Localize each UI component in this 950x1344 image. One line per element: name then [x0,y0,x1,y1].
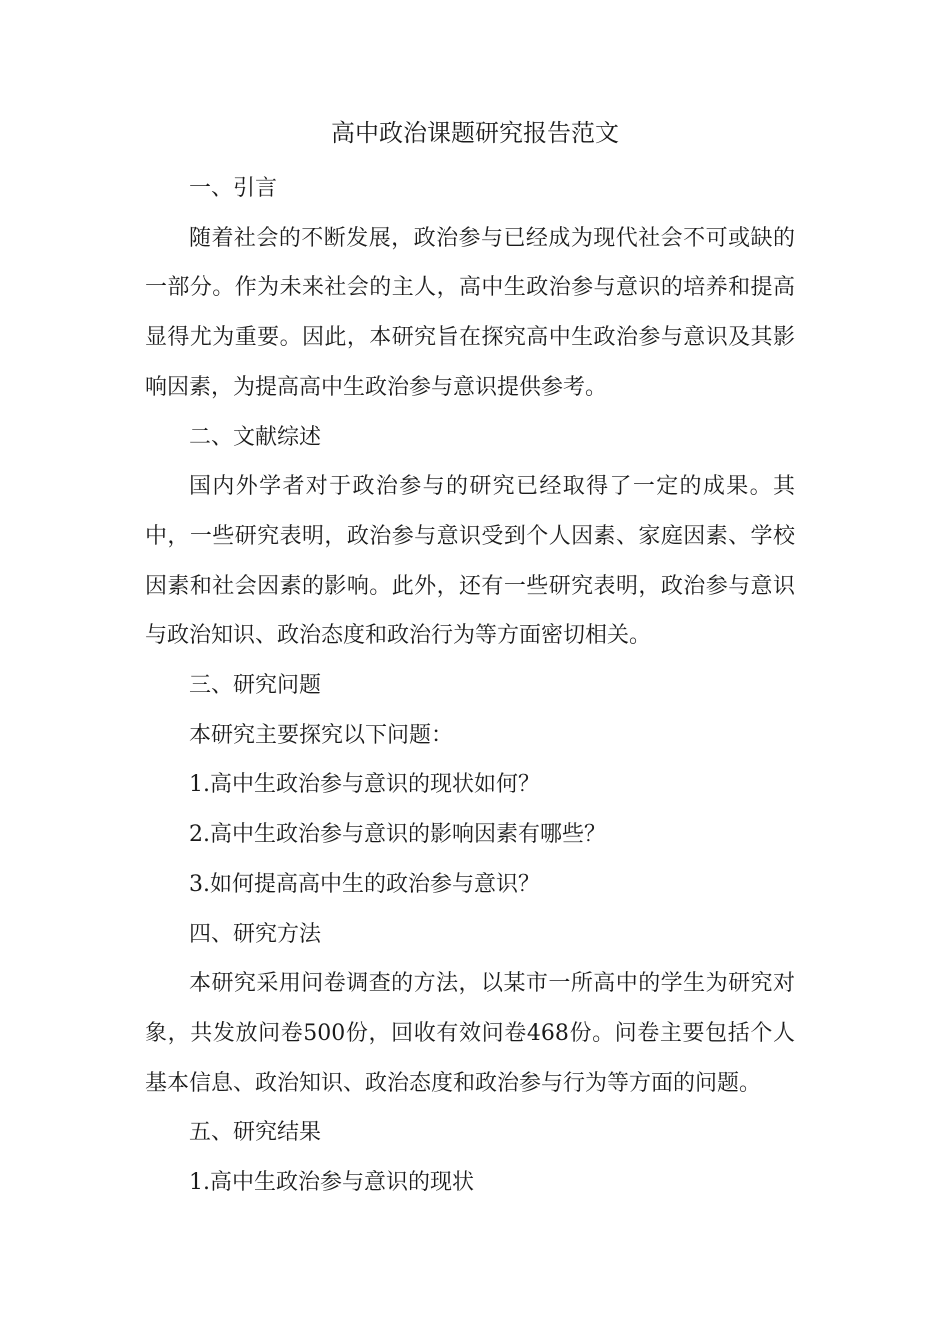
paragraph-research-questions-intro: 本研究主要探究以下问题： [189,722,454,748]
paragraph-research-methods: 本研究采用问卷调查的方法，以某市一所高中的学生为研究对象，共发放问卷500份，回收有效问卷468份。问卷主要包括个人基本信息、政治知识、政治态度和政治参与行为等方面的问题。 [145,971,795,1096]
section-heading-literature-review: 二、文献综述 [189,424,322,450]
section-heading-introduction: 一、引言 [189,176,278,201]
section-heading-research-questions: 三、研究问题 [189,673,322,699]
research-question-item: 3.如何提高高中生的政治参与意识？ [189,871,540,897]
research-question-item: 2.高中生政治参与意识的影响因素有哪些？ [189,822,606,848]
paragraph-literature-review: 国内外学者对于政治参与的研究已经取得了一定的成果。其中，一些研究表明，政治参与意识受到个人因素、家庭因素、学校因素和社会因素的影响。此外，还有一些研究表明，政治参与意识与政治知识、政治态度和政治行为等方面密切相关。 [145,474,795,649]
section-heading-research-methods: 四、研究方法 [189,921,322,947]
result-subheading: 1.高中生政治参与意识的现状 [189,1170,474,1196]
paragraph-introduction: 随着社会的不断发展，政治参与已经成为现代社会不可或缺的一部分。作为未来社会的主人，高中生政治参与意识的培养和提高显得尤为重要。因此，本研究旨在探究高中生政治参与意识及其影响因素，为提高高中生政治参与意识提供参考。 [145,225,795,400]
section-heading-research-results: 五、研究结果 [189,1120,322,1146]
research-question-item: 1.高中生政治参与意识的现状如何？ [189,772,540,798]
document-title: 高中政治课题研究报告范文 [331,119,619,147]
document-body [145,164,795,1208]
